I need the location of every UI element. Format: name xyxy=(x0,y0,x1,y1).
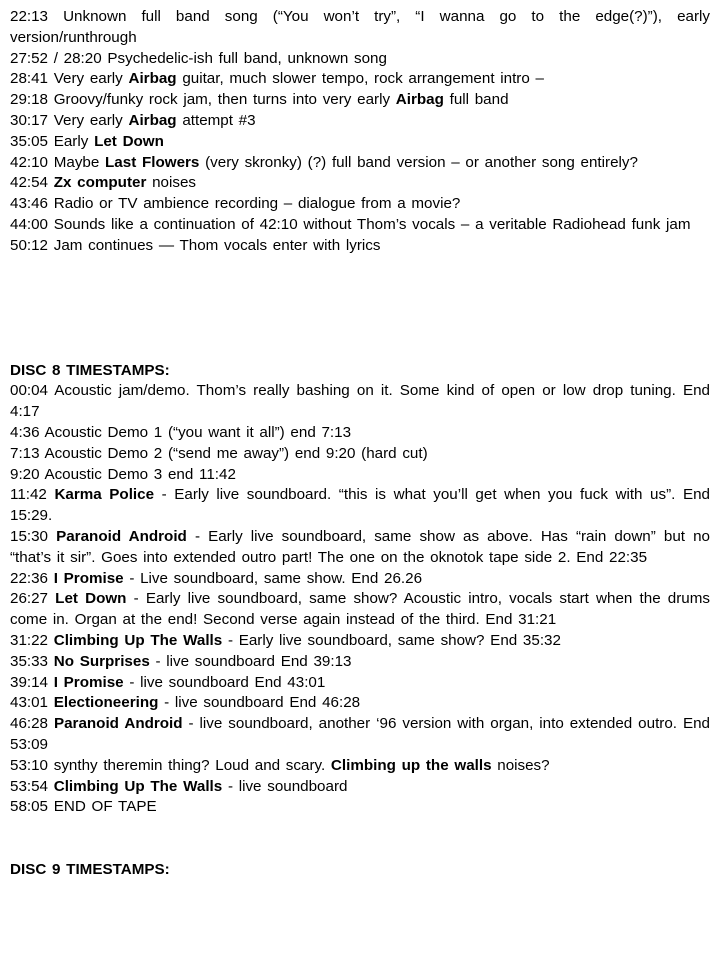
timestamp-entry xyxy=(10,49,710,70)
song-title: Airbag xyxy=(395,91,444,109)
song-title: Paranoid Android xyxy=(53,715,183,733)
timestamp-entry xyxy=(10,153,710,174)
entry-text: 42:54 xyxy=(10,174,54,192)
timestamp-entry xyxy=(10,589,710,631)
entry-text: attempt #3 xyxy=(176,111,256,129)
entry-text: - live soundboard End 46:28 xyxy=(158,694,361,712)
song-title: Zx computer xyxy=(53,174,147,192)
timestamp-entry xyxy=(10,90,710,111)
timestamp-entry xyxy=(10,673,710,694)
entry-text: 00:04 Acoustic jam/demo. Thom’s really bashing on it. Some kind of open or low drop tuning. End 4:17 xyxy=(10,382,710,421)
entry-text: 26:27 xyxy=(10,590,56,608)
entry-text: guitar, much slower tempo, rock arrangement intro – xyxy=(176,70,544,88)
entry-text: noises? xyxy=(491,756,550,774)
timestamp-entry xyxy=(10,132,710,153)
entry-text: - live soundboard End 43:01 xyxy=(123,673,326,691)
timestamp-entry xyxy=(10,485,710,527)
entry-text: 53:54 xyxy=(10,777,54,795)
timestamp-entry xyxy=(10,236,710,257)
entry-text: 15:30 xyxy=(10,527,57,545)
timestamp-entry xyxy=(10,444,710,465)
spacer xyxy=(10,818,710,860)
entry-text: 22:36 xyxy=(10,569,54,587)
entry-text: 44:00 Sounds like a continuation of 42:10 without Thom’s vocals – a veritable Radiohead funk jam xyxy=(10,215,691,233)
song-title: Paranoid Android xyxy=(56,527,187,545)
timestamp-entry xyxy=(10,756,710,777)
timestamp-entry xyxy=(10,381,710,423)
entry-text: 58:05 END OF TAPE xyxy=(10,798,157,816)
timestamp-entry xyxy=(10,652,710,673)
entry-text: 31:22 xyxy=(10,631,54,649)
song-title: Climbing Up The Walls xyxy=(53,777,223,795)
song-title: I Promise xyxy=(53,673,124,691)
timestamp-entry xyxy=(10,569,710,590)
timestamp-entry xyxy=(10,527,710,569)
entry-text: - live soundboard End 39:13 xyxy=(149,652,352,670)
entry-text: - Early live soundboard, same show? Acoustic intro, vocals start when the drums come in. Organ at the end! Second verse again instead of the third. End 31:21 xyxy=(10,590,710,629)
entry-text: 4:36 Acoustic Demo 1 (“you want it all”) end 7:13 xyxy=(10,423,352,441)
timestamp-list-continued xyxy=(10,7,710,257)
song-title: Let Down xyxy=(94,132,164,150)
timestamp-entry xyxy=(10,111,710,132)
entry-text: 22:13 Unknown full band song (“You won’t try”, “I wanna go to the edge(?)”), early version/runthrough xyxy=(10,8,710,46)
timestamp-entry xyxy=(10,777,710,798)
song-title: I Promise xyxy=(53,569,124,587)
song-title: Climbing Up The Walls xyxy=(53,631,223,649)
timestamp-entry xyxy=(10,631,710,652)
entry-text: - live soundboard xyxy=(222,777,348,795)
timestamp-entry xyxy=(10,173,710,194)
entry-text: - Early live soundboard, same show? End 35:32 xyxy=(222,631,561,649)
timestamp-entry xyxy=(10,465,710,486)
entry-text: 35:33 xyxy=(10,652,54,670)
entry-text: - Early live soundboard. “this is what you’ll get when you fuck with us”. End 15:29. xyxy=(10,486,710,525)
entry-text: - Live soundboard, same show. End 26.26 xyxy=(123,569,423,587)
timestamp-entry xyxy=(10,714,710,756)
timestamp-entry xyxy=(10,215,710,236)
entry-text: 9:20 Acoustic Demo 3 end 11:42 xyxy=(10,465,236,483)
song-title: Airbag xyxy=(128,111,177,129)
entry-text: 11:42 xyxy=(10,486,55,504)
timestamp-entry xyxy=(10,797,710,818)
entry-text: 30:17 Very early xyxy=(10,111,129,129)
entry-text: (very skronky) (?) full band version – or another song entirely? xyxy=(199,153,638,171)
entry-text: 43:46 Radio or TV ambience recording – dialogue from a movie? xyxy=(10,195,461,213)
entry-text: 28:41 Very early xyxy=(10,70,129,88)
timestamp-entry xyxy=(10,69,710,90)
entry-text: noises xyxy=(146,174,196,192)
entry-text: - live soundboard, another ‘96 version with organ, into extended outro. End 53:09 xyxy=(10,715,710,753)
entry-text: 46:28 xyxy=(10,715,54,733)
entry-text: 42:10 Maybe xyxy=(10,153,106,171)
timestamp-entry xyxy=(10,7,710,49)
song-title: Let Down xyxy=(55,590,127,608)
song-title: Electioneering xyxy=(53,694,159,712)
entry-text: 50:12 Jam continues — Thom vocals enter with lyrics xyxy=(10,236,381,254)
entry-text: full band xyxy=(443,91,509,109)
entry-text: 7:13 Acoustic Demo 2 (“send me away”) end 9:20 (hard cut) xyxy=(10,444,428,462)
entry-text: - Early live soundboard, same show as above. Has “rain down” but no “that’s it sir”. Goes into extended outro part! The one on the oknotok tape side 2. End 22:35 xyxy=(10,527,710,566)
song-title: Karma Police xyxy=(54,486,155,504)
disc-8-timestamp-list xyxy=(10,381,710,818)
timestamp-entry xyxy=(10,693,710,714)
entry-text: 43:01 xyxy=(10,694,54,712)
entry-text: 27:52 / 28:20 Psychedelic-ish full band, unknown song xyxy=(10,49,387,67)
disc-9-heading: DISC 9 TIMESTAMPS: xyxy=(10,861,170,879)
timestamp-entry xyxy=(10,423,710,444)
song-title: Last Flowers xyxy=(105,153,200,171)
document-body xyxy=(10,7,710,881)
song-title: Airbag xyxy=(128,70,177,88)
entry-text: 35:05 Early xyxy=(10,132,95,150)
spacer xyxy=(10,257,710,361)
entry-text: 53:10 synthy theremin thing? Loud and scary. xyxy=(10,756,331,774)
disc-8-heading: DISC 8 TIMESTAMPS: xyxy=(10,361,170,379)
timestamp-entry xyxy=(10,194,710,215)
song-title: No Surprises xyxy=(53,652,150,670)
entry-text: 39:14 xyxy=(10,673,54,691)
song-title: Climbing up the walls xyxy=(330,756,492,774)
entry-text: 29:18 Groovy/funky rock jam, then turns into very early xyxy=(10,91,396,109)
